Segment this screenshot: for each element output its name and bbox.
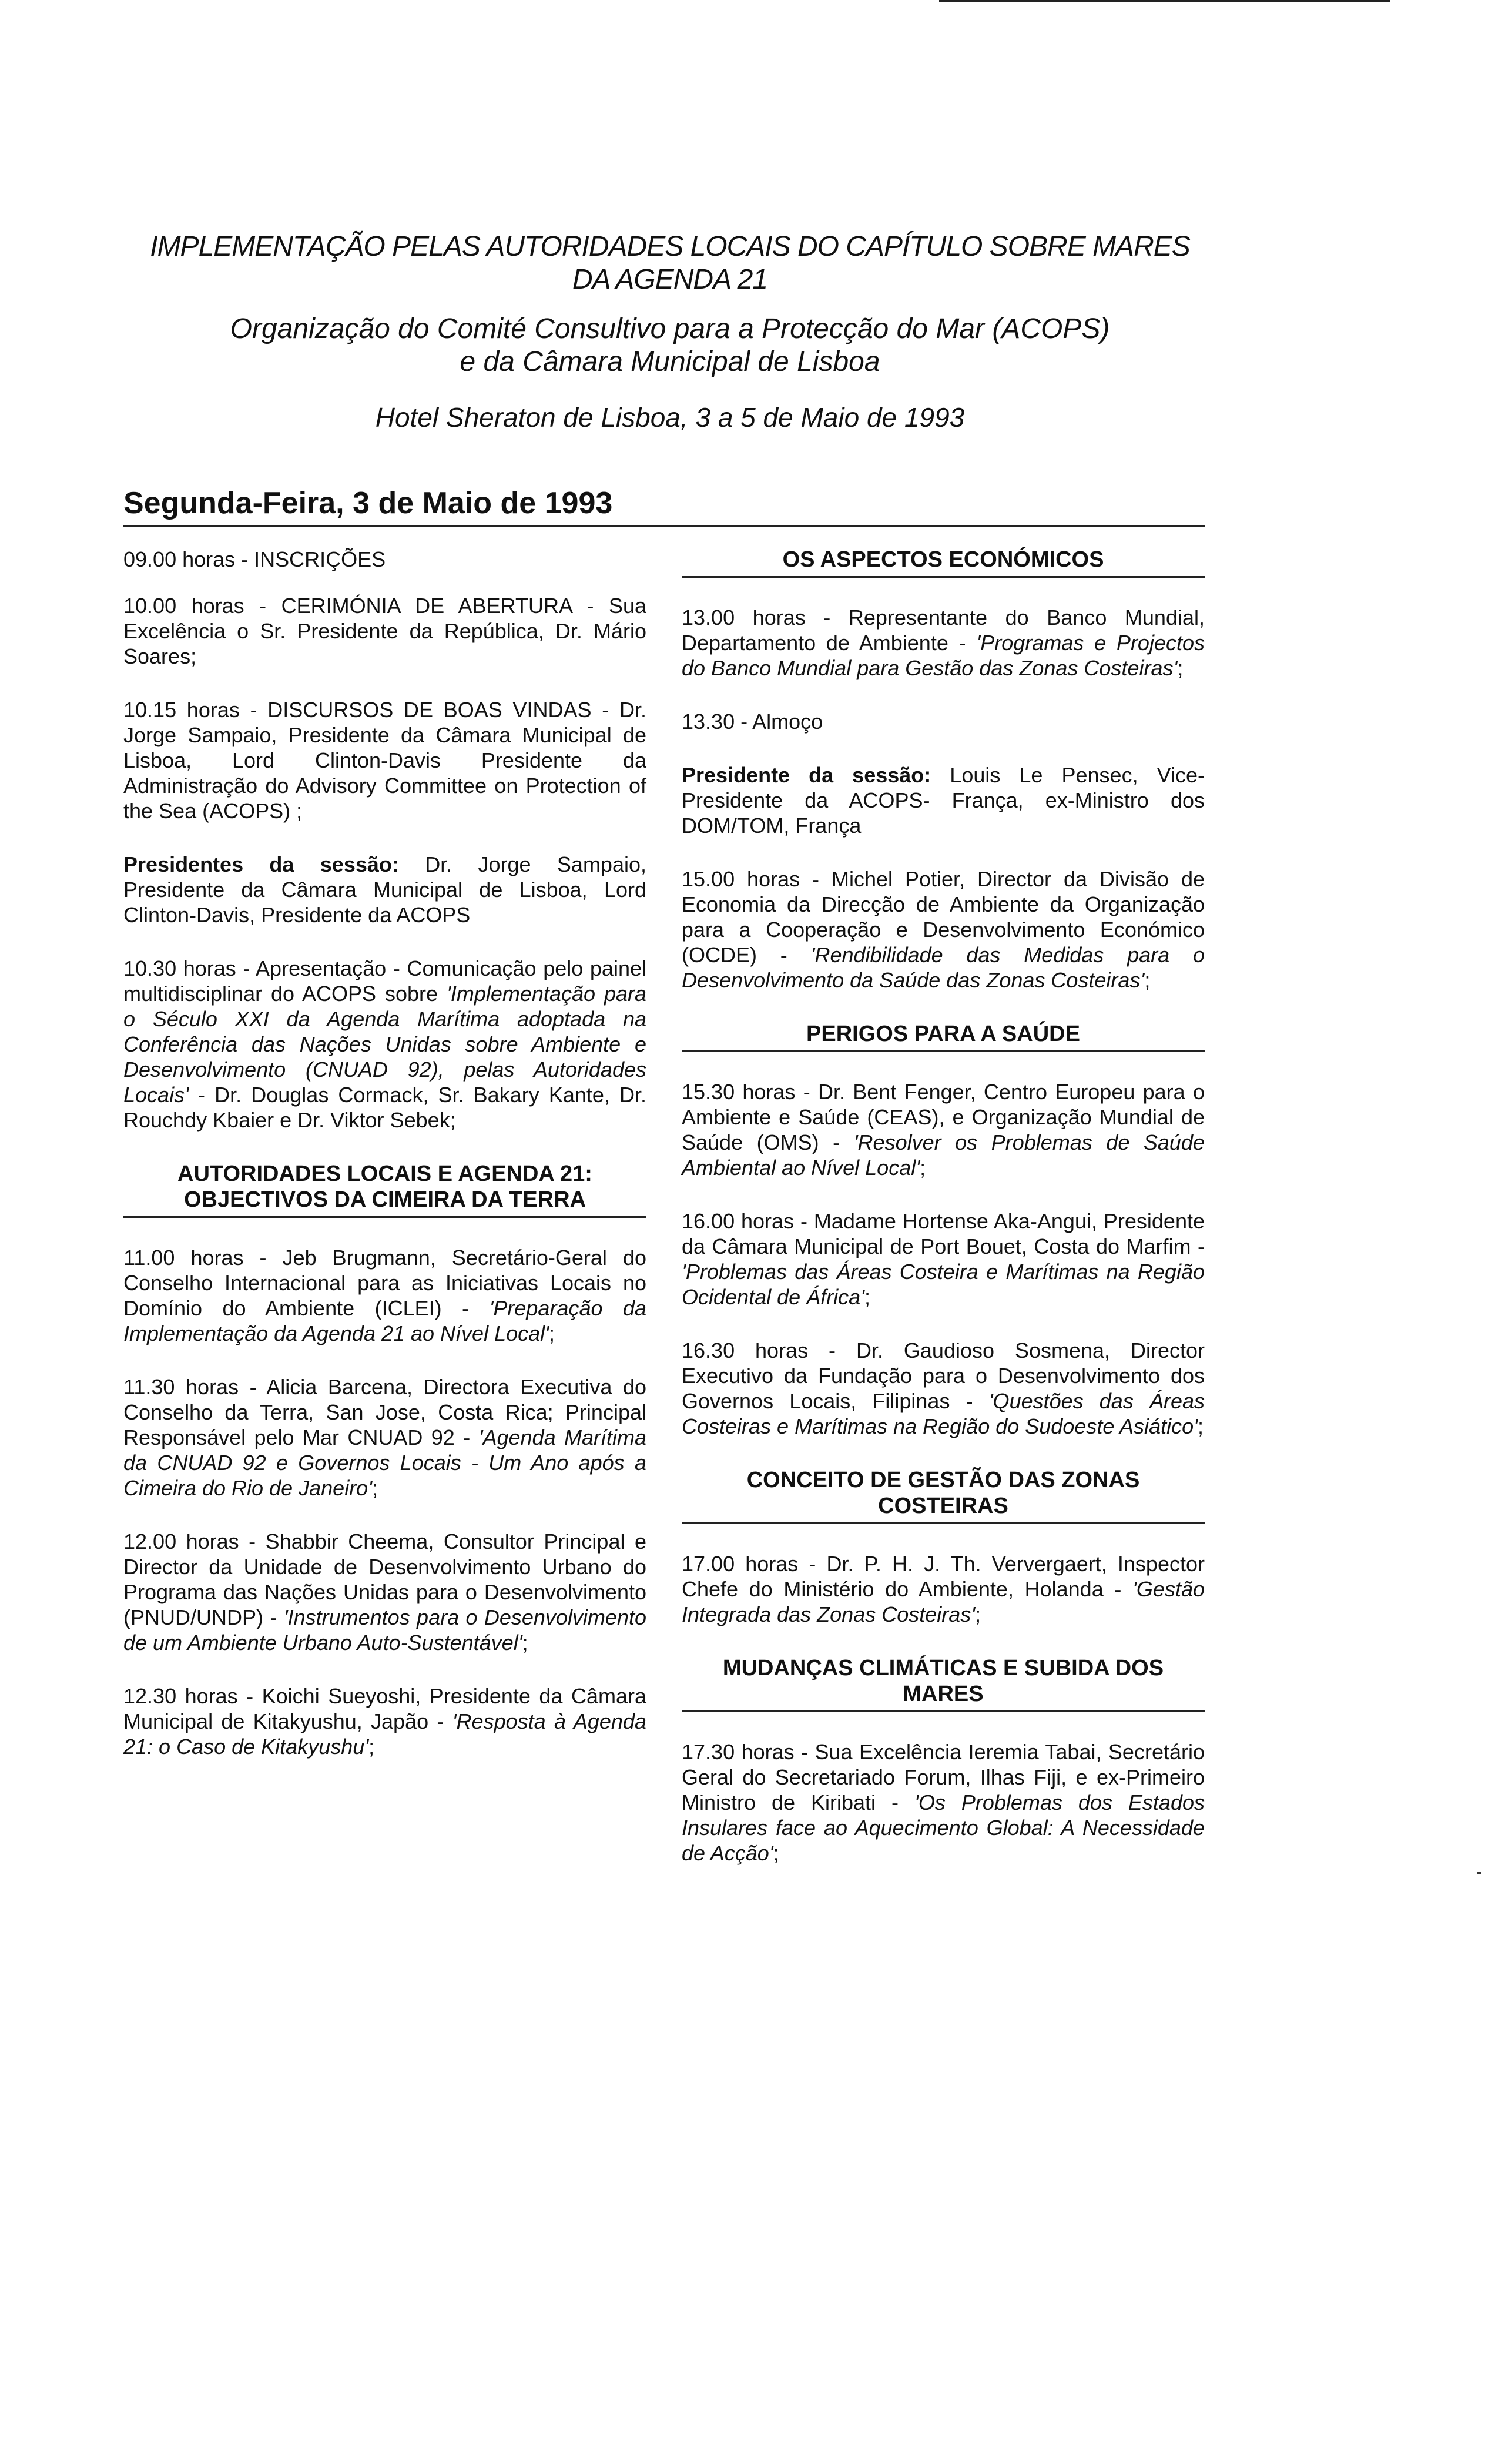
program-item: 09.00 horas - INSCRIÇÕES xyxy=(123,547,386,571)
item-text: ; xyxy=(975,1602,981,1626)
item-title: 'Os Problemas dos Estados Insulares face ao Aquecimento Global: A Necessidade de Acção' xyxy=(682,1790,1205,1865)
item-title: 'Rendibilidade das Medidas para o Desenvolvimento da Saúde das Zonas Costeiras' xyxy=(682,943,1205,992)
scan-speck xyxy=(1477,1872,1481,1874)
item-text: - Dr. Douglas Cormack, Sr. Bakary Kante, Dr. Rouchdy Kbaier e Dr. Viktor Sebek; xyxy=(123,1083,646,1132)
program-item xyxy=(123,852,646,928)
item-text: 11.00 horas - Jeb Brugmann, Secretário-Geral do Conselho Internacional para as Iniciativas Locais no Domínio do Ambiente (ICLEI) - xyxy=(123,1246,646,1320)
item-title: 'Resposta à Agenda 21: o Caso de Kitakyushu' xyxy=(123,1709,646,1759)
item-text: 16.00 horas - Madame Hortense Aka-Angui, Presidente da Câmara Municipal de Port Bouet, Costa do Marfim - xyxy=(682,1209,1205,1258)
organizers-line-2: e da Câmara Municipal de Lisboa xyxy=(460,346,880,377)
section-heading-line: OBJECTIVOS DA CIMEIRA DA TERRA xyxy=(183,1187,586,1212)
document-header xyxy=(118,230,1222,434)
program-item xyxy=(682,1079,1205,1180)
item-title: 'Resolver os Problemas de Saúde Ambiental ao Nível Local' xyxy=(682,1130,1205,1180)
item-title: 'Instrumentos para o Desenvolvimento de um Ambiente Urbano Auto-Sustentável' xyxy=(123,1605,646,1655)
section-heading: MUDANÇAS CLIMÁTICAS E SUBIDA DOS MARES xyxy=(682,1655,1205,1712)
program-item xyxy=(682,866,1205,993)
top-rule xyxy=(939,0,1390,2)
item-text: 15.00 horas - Michel Potier, Director da Divisão de Economia da Direcção de Ambiente da Organização para a Cooperação e Desenvolvimento Económico (OCDE) - xyxy=(682,867,1205,967)
item-text: ; xyxy=(864,1285,871,1309)
session-chair-text: Dr. Jorge Sampaio, Presidente da Câmara Municipal de Lisboa, Lord Clinton-Davis, Presidente da ACOPS xyxy=(123,852,646,927)
program-item xyxy=(123,956,646,1133)
item-text: ; xyxy=(920,1156,926,1180)
item-title: 'Problemas das Áreas Costeira e Marítimas na Região Ocidental de África' xyxy=(682,1260,1205,1309)
venue: Hotel Sheraton de Lisboa, 3 a 5 de Maio de 1993 xyxy=(375,402,965,433)
session-chair-label: Presidentes da sessão: xyxy=(123,852,399,876)
program-item: 13.30 - Almoço xyxy=(682,709,823,734)
item-text: 10.30 horas - Apresentação - Comunicação pelo painel multidisciplinar do ACOPS sobre xyxy=(123,956,646,1006)
organizers-line-1: Organização do Comité Consultivo para a Protecção do Mar (ACOPS) xyxy=(230,313,1110,344)
item-title: 'Gestão Integrada das Zonas Costeiras' xyxy=(682,1577,1205,1626)
item-text: ; xyxy=(372,1476,378,1500)
left-column xyxy=(123,547,646,1787)
item-text: ; xyxy=(549,1321,555,1345)
section-heading-line: AUTORIDADES LOCAIS E AGENDA 21: xyxy=(177,1161,592,1186)
item-title: 'Questões das Áreas Costeiras e Marítimas na Região do Sudoeste Asiático' xyxy=(682,1389,1205,1438)
day-rule xyxy=(123,525,1205,527)
item-title: 'Programas e Projectos do Banco Mundial para Gestão das Zonas Costeiras' xyxy=(682,631,1205,680)
right-column xyxy=(682,547,1205,1894)
session-chair-text: Louis Le Pensec, Vice-Presidente da ACOPS- França, ex-Ministro dos DOM/TOM, França xyxy=(682,763,1205,838)
program-item xyxy=(682,762,1205,838)
program-item xyxy=(123,1245,646,1346)
item-text: ; xyxy=(522,1631,528,1655)
program-item xyxy=(123,1683,646,1759)
item-text: 11.30 horas - Alicia Barcena, Directora Executiva do Conselho da Terra, San Jose, Costa Rica; Principal Responsável pelo Mar CNUAD 92 - xyxy=(123,1375,646,1449)
organizers xyxy=(118,313,1222,379)
program-item xyxy=(123,1374,646,1501)
item-text: 17.00 horas - Dr. P. H. J. Th. Ververgaert, Inspector Chefe do Ministério do Ambiente, Holanda - xyxy=(682,1552,1205,1601)
item-text: 15.30 horas - Dr. Bent Fenger, Centro Europeu para o Ambiente e Saúde (CEAS), e Organização Mundial de Saúde (OMS) - xyxy=(682,1080,1205,1154)
item-text: ; xyxy=(1197,1414,1204,1438)
program-item xyxy=(123,1529,646,1655)
program-item xyxy=(682,1551,1205,1627)
title-line-1: IMPLEMENTAÇÃO PELAS AUTORIDADES LOCAIS DO CAPÍTULO SOBRE MARES xyxy=(150,231,1190,262)
program-item xyxy=(682,1739,1205,1866)
item-text: ; xyxy=(1177,656,1184,680)
session-chair-label: Presidente da sessão: xyxy=(682,763,931,787)
section-heading: PERIGOS PARA A SAÚDE xyxy=(682,1021,1205,1052)
item-text: 12.00 horas - Shabbir Cheema, Consultor Principal e Director da Unidade de Desenvolvimento Urbano do Programa das Nações Unidas para o Desenvolvimento (PNUD/UNDP) - xyxy=(123,1529,646,1629)
program-item xyxy=(682,605,1205,681)
item-text: ; xyxy=(773,1841,779,1865)
item-text: 13.00 horas - Representante do Banco Mundial, Departamento de Ambiente - xyxy=(682,605,1205,655)
item-text: 17.30 horas - Sua Excelência Ieremia Tabai, Secretário Geral do Secretariado Forum, Ilhas Fiji, e ex-Primeiro Ministro de Kiribati - xyxy=(682,1740,1205,1814)
program-item xyxy=(682,1338,1205,1439)
item-text: 16.30 horas - Dr. Gaudioso Sosmena, Director Executivo da Fundação para o Desenvolvimento dos Governos Locais, Filipinas - xyxy=(682,1338,1205,1413)
item-title: 'Implementação para o Século XXI da Agenda Marítima adoptada na Conferência das Nações Unidas sobre Ambiente e Desenvolvimento (CNUAD 92), pelas Autoridades Locais' xyxy=(123,982,646,1107)
section-heading: CONCEITO DE GESTÃO DAS ZONAS COSTEIRAS xyxy=(682,1467,1205,1524)
title-line-2: DA AGENDA 21 xyxy=(572,264,768,295)
item-text: 12.30 horas - Koichi Sueyoshi, Presidente da Câmara Municipal de Kitakyushu, Japão - xyxy=(123,1684,646,1733)
item-title: 'Agenda Marítima da CNUAD 92 e Governos Locais - Um Ano após a Cimeira do Rio de Janeiro' xyxy=(123,1425,646,1500)
program-item: 10.00 horas - CERIMÓNIA DE ABERTURA - Sua Excelência o Sr. Presidente da República, Dr. Mário Soares; xyxy=(123,594,646,668)
program-item xyxy=(682,1208,1205,1310)
item-text: ; xyxy=(368,1735,375,1759)
item-text: ; xyxy=(1144,968,1151,992)
program-item: 10.15 horas - DISCURSOS DE BOAS VINDAS - Dr. Jorge Sampaio, Presidente da Câmara Municipal de Lisboa, Lord Clinton-Davis Presidente da Administração do Advisory Committee on Protection of the Sea (ACOPS) ; xyxy=(123,698,646,823)
item-title: 'Preparação da Implementação da Agenda 21 ao Nível Local' xyxy=(123,1296,646,1345)
section-heading xyxy=(123,1161,646,1218)
section-heading: OS ASPECTOS ECONÓMICOS xyxy=(682,547,1205,578)
day-heading: Segunda-Feira, 3 de Maio de 1993 xyxy=(123,486,613,520)
title xyxy=(118,230,1222,296)
